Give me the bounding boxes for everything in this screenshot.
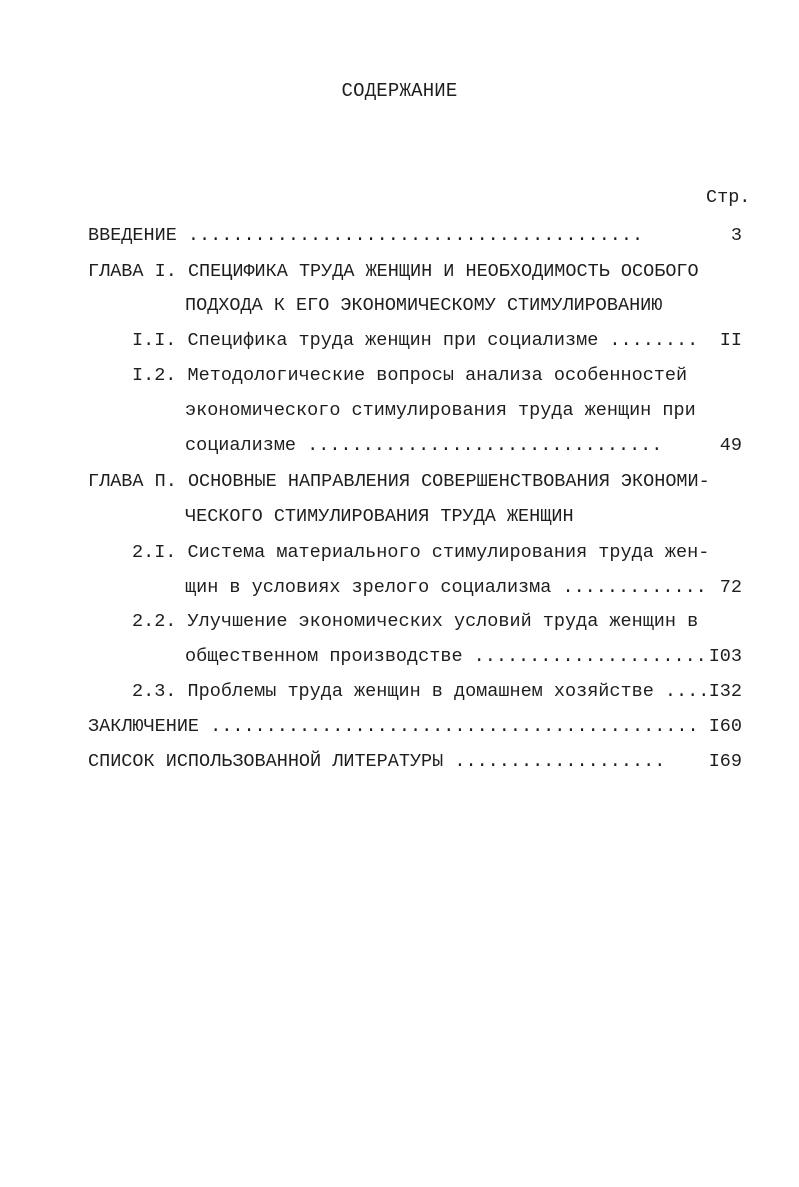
toc-page-number: I69 <box>708 751 742 772</box>
toc-entry-introduction <box>88 224 643 248</box>
toc-section-1-2 <box>132 364 687 388</box>
toc-leader: ............................................ <box>199 716 699 737</box>
section-title: Проблемы труда женщин в домашнем хозяйстве .... <box>187 681 710 702</box>
toc-label: СПИСОК ИСПОЛЬЗОВАННОЙ ЛИТЕРАТУРЫ <box>88 751 444 772</box>
chapter-title-line-2: ПОДХОДА К ЕГО ЭКОНОМИЧЕСКОМУ СТИМУЛИРОВАНИЮ <box>185 295 663 316</box>
toc-section-1-1 <box>132 329 698 353</box>
section-title-line-2: общественном производстве ..................... <box>185 646 707 667</box>
toc-label: ЗАКЛЮЧЕНИЕ <box>88 716 200 737</box>
toc-page-number: II <box>719 330 742 351</box>
section-title-line-3: социализме ................................ <box>185 435 663 456</box>
section-title-line-1: Улучшение экономических условий труда женщин в <box>187 611 699 632</box>
toc-section-2-1 <box>132 541 709 565</box>
toc-entry-conclusion <box>88 715 699 739</box>
page-column-header: Стр. <box>706 187 751 208</box>
toc-page-number: 72 <box>719 577 742 598</box>
toc-entry-bibliography <box>88 750 665 774</box>
section-number: I.2. <box>132 365 177 386</box>
page-title: СОДЕРЖАНИЕ <box>341 80 458 102</box>
toc-section-2-3 <box>132 680 709 704</box>
section-title: Специфика труда женщин при социализме ........ <box>187 330 699 351</box>
chapter-title-line-1: СПЕЦИФИКА ТРУДА ЖЕНЩИН И НЕОБХОДИМОСТЬ ОСОБОГО <box>187 261 699 282</box>
toc-section-2-2 <box>132 610 698 634</box>
section-title-line-2: щин в условиях зрелого социализма ............. <box>185 577 707 598</box>
chapter-label: ГЛАВА П. <box>88 471 177 492</box>
toc-leader: ................... <box>443 751 666 772</box>
section-title-line-1: Система материального стимулирования труда жен- <box>187 542 710 563</box>
toc-leader: ......................................... <box>176 225 644 246</box>
chapter-title-line-2: ЧЕСКОГО СТИМУЛИРОВАНИЯ ТРУДА ЖЕНЩИН <box>185 506 574 527</box>
toc-page-number: I60 <box>708 716 742 737</box>
section-number: 2.3. <box>132 681 177 702</box>
toc-page-number: I03 <box>708 646 742 667</box>
section-number: 2.I. <box>132 542 177 563</box>
toc-label: ВВЕДЕНИЕ <box>88 225 177 246</box>
toc-chapter-2 <box>88 470 710 494</box>
section-title-line-2: экономического стимулирования труда женщин при <box>185 400 696 421</box>
chapter-label: ГЛАВА I. <box>88 261 177 282</box>
chapter-title-line-1: ОСНОВНЫЕ НАПРАВЛЕНИЯ СОВЕРШЕНСТВОВАНИЯ ЭКОНОМИ- <box>187 471 710 492</box>
toc-page-number: 49 <box>719 435 742 456</box>
section-number: 2.2. <box>132 611 177 632</box>
section-title-line-1: Методологические вопросы анализа особенностей <box>187 365 688 386</box>
toc-page-number: I32 <box>708 681 742 702</box>
section-number: I.I. <box>132 330 177 351</box>
toc-page-number: 3 <box>730 225 742 246</box>
toc-chapter-1 <box>88 260 699 284</box>
